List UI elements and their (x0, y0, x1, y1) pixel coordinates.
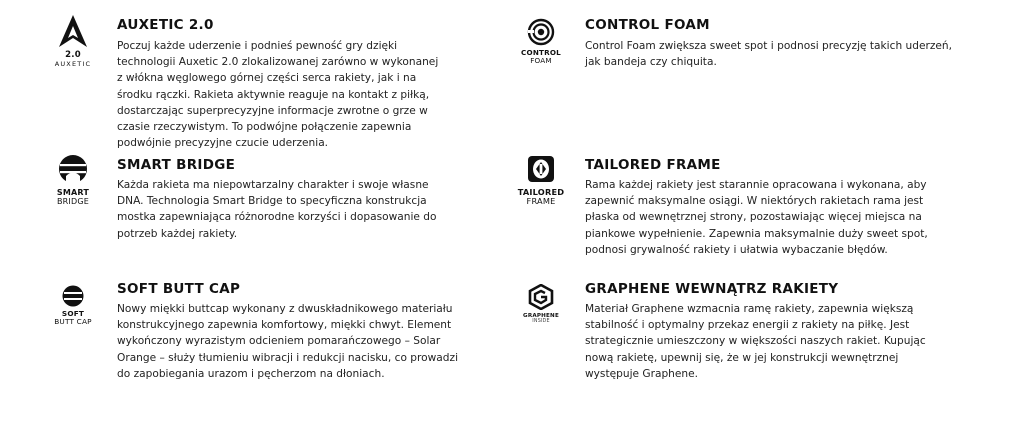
logo-line-2: BUTT CAP (54, 317, 92, 327)
feature-title: GRAPHENE WEWNĄTRZ RAKIETY (585, 281, 839, 297)
logo-line-2: AUXETIC (54, 59, 92, 68)
feature-title: CONTROL FOAM (585, 17, 710, 33)
logo-line-2: FOAM (530, 56, 552, 66)
feature-description: Poczuj każde uderzenie i podnieś pewność gry dzięki technologii Auxetic 2.0 zlokalizowanej zarówno w wykonanej z włókna węglowego górnej części serca rakiety, jak i na środku rączki. Rakieta aktywnie reaguje na kontakt z piłką, dostarczając superprecyzyjne informacje zwrotne o grze w czasie rzeczywistym. To podwójne połączenie zapewnia podwójnie precyzyjne czucie uderzenia. (117, 40, 439, 150)
feature-description: Rama każdej rakiety jest starannie opracowana i wykonana, aby zapewnić maksymalne osiągi. W niektórych rakietach rama jest płaska od wewnętrznej strony, pozostawiając więcej miejsca na piankowe wypełnienie. Zapewnia maksymalnie duży sweet spot, podnosi grywalność rakiety i ułatwia wybaczanie błędów. (585, 179, 928, 256)
smart-bridge-logo (38, 154, 108, 206)
logo-line-2: INSIDE (532, 319, 550, 325)
logo-line-1: SOFT (61, 309, 85, 318)
butt-cap-icon (62, 285, 84, 307)
graphene-logo (506, 284, 576, 325)
feature-description: Każda rakieta ma niepowtarzalny charakter i swoje własne DNA. Technologia Smart Bridge to specyficzna konstrukcja mostka zapewniająca różnorodne korzyści i dopasowanie do potrzeb każdej rakiety. (117, 179, 437, 240)
soft-butt-cap-logo (38, 285, 108, 327)
logo-line-2: BRIDGE (56, 197, 90, 207)
feature-title: AUXETIC 2.0 (117, 17, 214, 33)
logo-line-1: TAILORED (517, 187, 565, 197)
tailored-frame-logo (506, 154, 576, 207)
logo-line-1: CONTROL (521, 48, 561, 57)
feature-description: Nowy miękki buttcap wykonany z dwuskładnikowego materiału konstrukcyjnego zapewnia komfortowy, miękki chwyt. Element wykończony wyrazistym odcieniem pomarańczowego – Solar Orange – służy tłumieniu wibracji i redukcji nacisku, co prowadzi do zapobiegania urazom i pęcherzom na dłoniach. (117, 303, 459, 380)
feature-title: SOFT BUTT CAP (117, 281, 241, 297)
feature-title: SMART BRIDGE (117, 157, 236, 173)
graphene-g-icon (528, 284, 554, 310)
auxetic-logo (38, 14, 108, 68)
control-foam-logo (506, 18, 576, 66)
frame-icon (526, 154, 556, 184)
logo-line-1: 2.0 (65, 50, 81, 60)
spiral-icon (527, 18, 555, 46)
feature-description: Control Foam zwiększa sweet spot i podnosi precyzję takich uderzeń, jak bandeja czy chiquita. (585, 40, 952, 69)
feature-title: TAILORED FRAME (585, 157, 721, 173)
logo-line-1: SMART (56, 188, 90, 197)
auxetic-a-icon (58, 14, 88, 48)
logo-line-2: FRAME (526, 196, 556, 207)
logo-line-1: GRAPHENE (523, 313, 559, 319)
bridge-icon (58, 154, 88, 184)
feature-description: Materiał Graphene wzmacnia ramę rakiety, zapewnia większą stabilność i optymalny przekaz energii z rakiety na piłkę. Jest strategicznie umieszczony w większości naszych rakiet. Kupując nową rakietę, upewnij się, że w jej konstrukcji wewnętrznej występuje Graphene. (585, 303, 926, 380)
